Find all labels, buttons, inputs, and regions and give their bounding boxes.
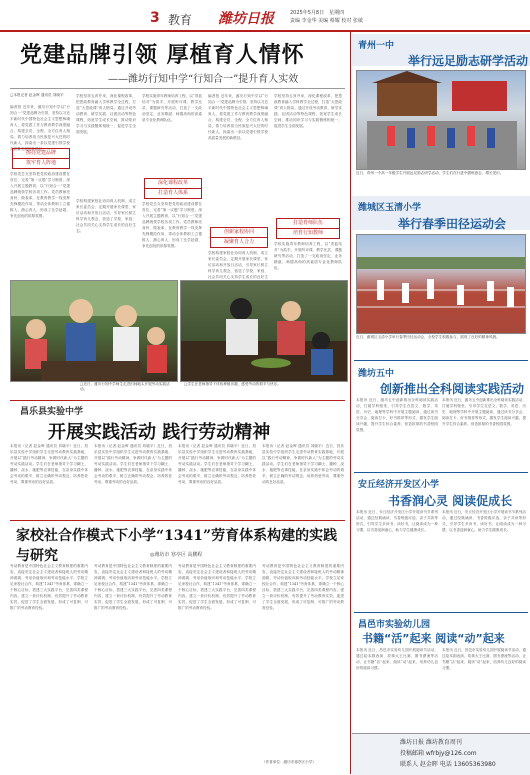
lead-body: 学校构建家校社协同育人机制，成立家长委员会，定期开展家长课堂、家访活动和开放日活动，引导家长树立科学育儿观念，营造了学校、家庭、社会共同关心支持学生成长的良好生态。 <box>76 199 136 233</box>
lead-body: 学校实施青年教师培养工程，以“青蓝结对”为抓手，开展听评课、教学比武、课题研究等活动，打造了一支政治坚定、业务精湛、师德高尚的高素质专业化教师队伍。 <box>142 94 202 122</box>
footer-email: 投稿邮箱 wfrbjy@126.com <box>400 750 477 757</box>
editor-info: 责编 李金华 美编 蔡耀 校对 张敏 <box>290 18 363 24</box>
s3-body: 本报讯 近日，潍坊五中创新推出全科阅读实践活动，打破学科壁垒，引导学生在语文、数学、英语、历史、地理等学科中开展主题阅读，通过读书分享会、阅读打卡、好书推荐等形式，激发学生阅读兴趣，提升学生综合素养，营造浓厚的书香校园氛围。 <box>442 398 526 426</box>
divider <box>354 472 528 473</box>
subhead-box: 打造育师队伍 <box>276 218 340 229</box>
subhead-box: 打造育人体系 <box>144 188 202 199</box>
lead-subtitle: ——潍坊行知中学“行知合一”提升育人实效 <box>108 74 299 85</box>
bottom-byline: ◎潍坊市 寒亭区 高鹏程 <box>150 552 203 558</box>
middle-body: 本报讯（记者 赵金晖 通讯员 刘晓平）近日，昌乐县实验中学组织学生走进劳动教育实践基地，开展以“践行劳动精神，争做时代新人”为主题的劳动实践活动。学生们在老师指导下学习翻土、播种、浇水、施肥等农事技能，在亲身实践中体会劳动的艰辛，树立正确的劳动观念，培养热爱劳动、尊重劳动的良好品质。 <box>262 444 344 484</box>
subhead-box: 擦亮党建品牌 <box>12 148 70 159</box>
photo-illustration <box>357 235 525 333</box>
lead-byline: □本报记者 赵金晖 通讯员 刘晓平 <box>10 93 64 97</box>
bottom-title: 家校社合作模式下小学“1341”劳育体系构建的实践与研究 <box>16 528 338 564</box>
bottom-body: 劳动教育是中国特色社会主义教育制度的重要内容，直接决定社会主义建设者和接班人的劳动精神面貌、劳动价值取向和劳动技能水平。学校立足家校社合作，构建“1341”劳育体系，即确立一个核心目标，搭建三大实践平台，完善四类课程内容，建立一套评价机制，有效提升了劳动教育实效，促进了学生全面发展，形成了可复制、可推广的劳动教育经验。 <box>262 564 344 610</box>
lead-body: 学校坚持五育并举，深化课程改革，把思政教育融入学科教学全过程，打造“大思政课”育人格局。通过开设劳动教育、研学实践、社团活动等特色课程，拓宽学生成长空间，推动知识学习与实践锻炼相统一，促进学生全面发展。 <box>76 94 136 134</box>
footer-line: 潍坊日报 潍坊教育周刊 <box>400 739 462 746</box>
photo-illustration <box>11 281 177 381</box>
bottom-body: 劳动教育是中国特色社会主义教育制度的重要内容，直接决定社会主义建设者和接班人的劳动精神面貌、劳动价值取向和劳动技能水平。学校立足家校社合作，构建“1341”劳育体系，即确立一个核心目标，搭建三大实践平台，完善四类课程内容，建立一套评价机制，有效提升了劳动教育实效，促进了学生全面发展，形成了可复制、可推广的劳动教育经验。 <box>178 564 256 610</box>
footer-contact: 联系人 赵金晖 电话 13605363980 <box>400 761 496 768</box>
s2-caption: 近日，潍城区玉清小学举行春季田径运动会，全校学生积极参与，展现了良好的精神风貌。 <box>356 335 500 339</box>
photo-caption: □近日，潍坊行知中学师生走进田间地头开展劳动实践活动。 <box>80 382 170 391</box>
lead-body: 学校坚持五育并举，深化课程改革，把思政教育融入学科教学全过程，打造“大思政课”育人格局。通过开设劳动教育、研学实践、社团活动等特色课程，拓宽学生成长空间，推动知识学习与实践锻炼相统一，促进学生全面发展。 <box>274 94 342 128</box>
lead-body: 学校党总支坚持把党的政治建设摆在首位，完善“第一议题”学习制度，深入开展主题教育，以“行知合一”党建品牌统领学校各项工作。党员教师亮身份、做表率，在教育教学一线发挥先锋模范作用，带动全体教职工立德树人、潜心育人，形成了比学赶超、争先创优的浓厚氛围。 <box>142 202 202 248</box>
bottom-note: （作者单位：潍坊市寒亭区小学） <box>262 760 316 764</box>
s1-title: 举行远足励志研学活动 <box>408 54 529 68</box>
photo-caption: □学生在老师指导下体验种植乐趣，感受劳动的艰辛与快乐。 <box>184 382 281 386</box>
s1-caption: 近日，青州一中高一年级学生开展远足励志研学活动，学生们在行进中磨炼意志、增长见识。 <box>356 171 504 175</box>
s1-photo <box>356 70 526 170</box>
subhead-box: 培育行知教师 <box>276 228 340 239</box>
middle-body: 本报讯（记者 赵金晖 通讯员 刘晓平）近日，昌乐县实验中学组织学生走进劳动教育实践基地，开展以“践行劳动精神，争做时代新人”为主题的劳动实践活动。学生们在老师指导下学习翻土、播种、浇水、施肥等农事技能，在亲身实践中体会劳动的艰辛，树立正确的劳动观念，培养热爱劳动、尊重劳动的良好品质。 <box>94 444 172 484</box>
divider <box>10 520 345 521</box>
subhead-box: 凝聚育人合力 <box>210 237 268 248</box>
lead-title: 党建品牌引领 厚植育人情怀 <box>20 42 305 68</box>
middle-body: 本报讯（记者 赵金晖 通讯员 刘晓平）近日，昌乐县实验中学组织学生走进劳动教育实践基地，开展以“践行劳动精神，争做时代新人”为主题的劳动实践活动。学生们在老师指导下学习翻土、播种、浇水、施肥等农事技能，在亲身实践中体会劳动的艰辛，树立正确的劳动观念，培养热爱劳动、尊重劳动的良好品质。 <box>10 444 88 484</box>
s5-body: 本报讯 近日，昌邑市实验幼儿园开展阅读节活动，通过绘本剧表演、故事大王比赛、图书漂流等活动，让书籍“活”起来、阅读“动”起来，培养幼儿良好的阅读习惯。 <box>356 648 438 670</box>
lead-photo-students <box>10 280 178 382</box>
section-name: 教育 <box>168 13 193 27</box>
divider <box>354 360 528 361</box>
divider <box>10 88 345 89</box>
bottom-body: 劳动教育是中国特色社会主义教育制度的重要内容，直接决定社会主义建设者和接班人的劳动精神面貌、劳动价值取向和劳动技能水平。学校立足家校社合作，构建“1341”劳育体系，即确立一个核心目标，搭建三大实践平台，完善四类课程内容，建立一套评价机制，有效提升了劳动教育实效，促进了学生全面发展，形成了可复制、可推广的劳动教育经验。 <box>10 564 88 610</box>
s5-body: 本报讯 近日，昌邑市实验幼儿园开展阅读节活动，通过绘本剧表演、故事大王比赛、图书漂流等活动，让书籍“活”起来、阅读“动”起来，培养幼儿良好的阅读习惯。 <box>442 648 526 670</box>
s1-tag: 青州一中 <box>358 41 395 51</box>
subhead-box: 筑牢育人阵地 <box>12 158 70 169</box>
divider <box>10 400 345 401</box>
middle-tag: 昌乐县实验中学 <box>20 407 84 417</box>
lead-body: 学校党总支坚持把党的政治建设摆在首位，完善“第一议题”学习制度，深入开展主题教育，以“行知合一”党建品牌统领学校各项工作。党员教师亮身份、做表率，在教育教学一线发挥先锋模范作用，带动全体教职工立德树人、潜心育人，形成了比学赶超、争先创优的浓厚氛围。 <box>10 172 70 218</box>
subhead-box: 深化课程改革 <box>144 178 202 189</box>
issue-date: 2025年5月8日 星期四 <box>290 10 345 16</box>
s4-body: 本报讯 近日，安丘经济开发区小学开展读书节系列活动，通过经典诵读、书香班级评选、亲子共读等形式，引导学生多读书、读好书，让阅读成为一种习惯，以书香浸润童心，助力学生健康成长。 <box>442 510 526 532</box>
page-number: 3 <box>150 10 160 26</box>
middle-body: 本报讯（记者 赵金晖 通讯员 刘晓平）近日，昌乐县实验中学组织学生走进劳动教育实践基地，开展以“践行劳动精神，争做时代新人”为主题的劳动实践活动。学生们在老师指导下学习翻土、播种、浇水、施肥等农事技能，在亲身实践中体会劳动的艰辛，树立正确的劳动观念，培养热爱劳动、尊重劳动的良好品质。 <box>178 444 256 484</box>
s2-tag: 潍城区玉清小学 <box>358 203 422 213</box>
subhead-box: 创新家校协同 <box>210 227 268 238</box>
s3-title: 创新推出全科阅读实践活动 <box>380 382 525 396</box>
s5-tag: 昌邑市实验幼儿园 <box>358 620 431 630</box>
s4-body: 本报讯 近日，安丘经济开发区小学开展读书节系列活动，通过经典诵读、书香班级评选、亲子共读等形式，引导学生多读书、读好书，让阅读成为一种习惯，以书香浸润童心，助力学生健康成长。 <box>356 510 438 532</box>
s4-title: 书香润心灵 阅读促成长 <box>388 494 513 508</box>
bottom-body: 劳动教育是中国特色社会主义教育制度的重要内容，直接决定社会主义建设者和接班人的劳动精神面貌、劳动价值取向和劳动技能水平。学校立足家校社合作，构建“1341”劳育体系，即确立一个核心目标，搭建三大实践平台，完善四类课程内容，建立一套评价机制，有效提升了劳动教育实效，促进了学生全面发展，形成了可复制、可推广的劳动教育经验。 <box>94 564 172 610</box>
lead-body: 编者按 近年来，潍坊行知中学以“行知合一”党建品牌为引领，坚持以习近平新时代中国特色社会主义思想铸魂育人，将党建工作与教育教学深度融合，构建全员、全程、全方位育人格局，着力培养担当民族复兴大任的时代新人，探索出一条以党建引领学校高质量发展的新路径。 <box>208 94 268 140</box>
lead-body-intro: 编者按 近年来，潍坊行知中学以“行知合一”党建品牌为引领，坚持以习近平新时代中国特色社会主义思想铸魂育人，将党建工作与教育教学深度融合，构建全员、全程、全方位育人格局，着力培养担当民族复兴大任的时代新人，探索出一条以党建引领学校高质量发展的新路径。 <box>10 105 70 151</box>
lead-body: 学校构建家校社协同育人机制，成立家长委员会，定期开展家长课堂、家访活动和开放日活动，引导家长树立科学育儿观念，营造了学校、家庭、社会共同关心支持学生成长的良好生 <box>208 251 268 279</box>
column-divider <box>350 32 351 774</box>
photo-illustration <box>357 71 525 169</box>
s2-photo <box>356 234 526 334</box>
newspaper-logo: 潍坊日报 <box>218 11 274 27</box>
lead-photo-planting <box>180 280 348 382</box>
middle-title: 开展实践活动 践行劳动精神 <box>48 422 271 443</box>
lead-body: 学校实施青年教师培养工程，以“青蓝结对”为抓手，开展听评课、教学比武、课题研究等活动，打造了一支政治坚定、业务精湛、师德高尚的高素质专业化教师队伍。 <box>274 242 342 270</box>
s2-title: 举行春季田径运动会 <box>398 217 507 231</box>
s5-title: 书籍“活”起来 阅读“动”起来 <box>362 632 505 645</box>
divider <box>354 612 528 613</box>
s3-body: 本报讯 近日，潍坊五中创新推出全科阅读实践活动，打破学科壁垒，引导学生在语文、数学、英语、历史、地理等学科中开展主题阅读，通过读书分享会、阅读打卡、好书推荐等形式，激发学生阅读兴趣，提升学生综合素养，营造浓厚的书香校园氛围。 <box>356 398 438 432</box>
photo-illustration <box>181 281 347 381</box>
s4-tag: 安丘经济开发区小学 <box>358 480 440 490</box>
s3-tag: 潍坊五中 <box>358 369 395 379</box>
